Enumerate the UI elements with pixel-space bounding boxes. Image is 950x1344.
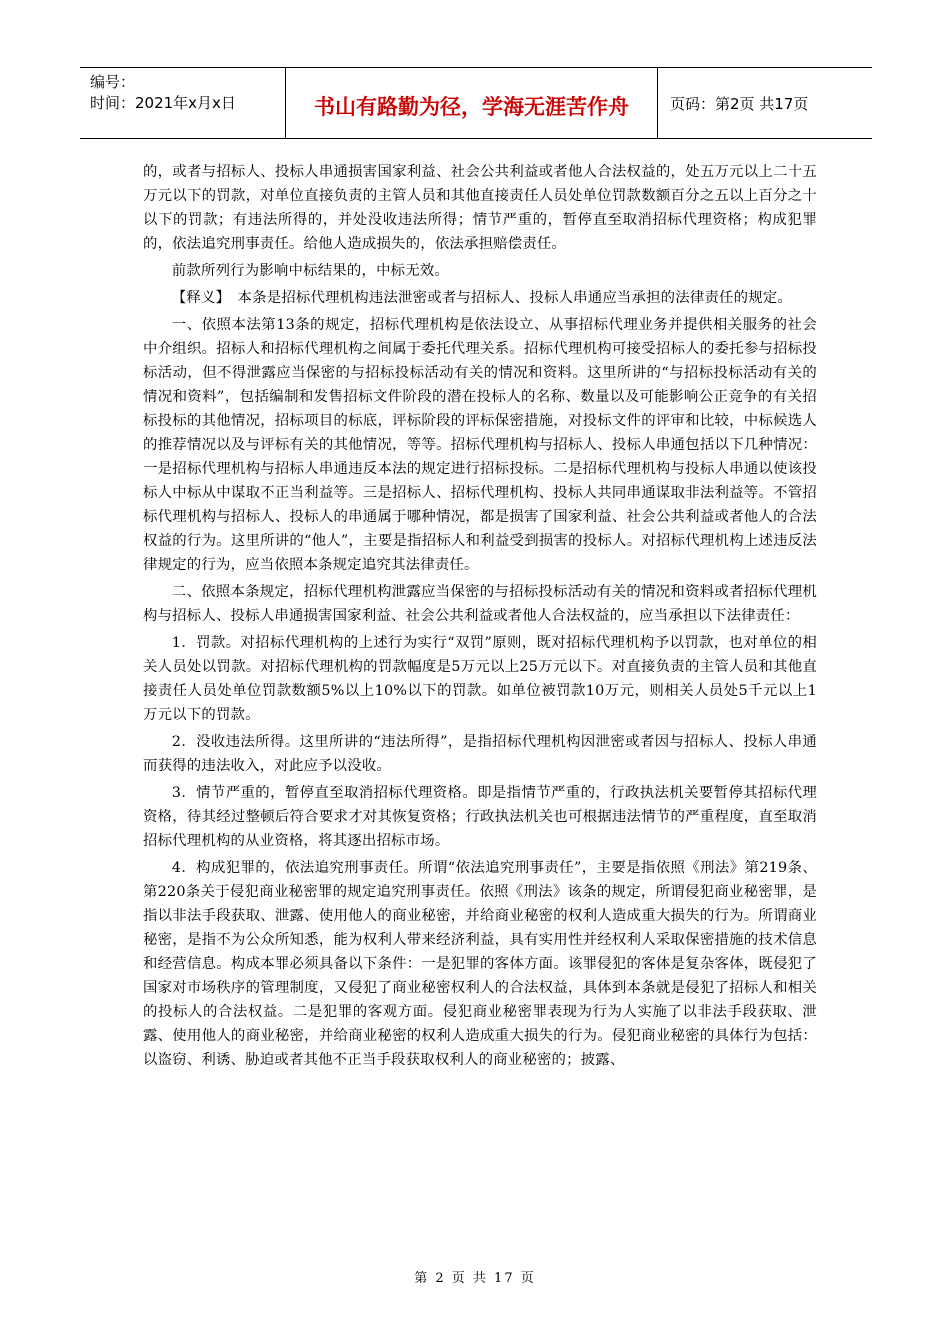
paragraph-item-confiscation: 2．没收违法所得。这里所讲的“违法所得”，是指招标代理机构因泄密或者因与招标人、投标人串通而获得的违法收入，对此应予以没收。	[143, 734, 817, 774]
paragraph-interpretation: 【释义】 本条是招标代理机构违法泄密或者与招标人、投标人串通应当承担的法律责任的规定。	[171, 290, 792, 306]
header-page-info	[658, 68, 872, 138]
page-header	[80, 67, 872, 139]
paragraph-item-fine: 1．罚款。对招标代理机构的上述行为实行“双罚”原则，既对招标代理机构予以罚款，也对单位的相关人员处以罚款。对招标代理机构的罚款幅度是5万元以上25万元以下。对直接负责的主管人员和其他直接责任人员处单位罚款数额5%以上10%以下的罚款。如单位被罚款10万元，则相关人员处5千元以上1万元以下的罚款。	[143, 635, 817, 723]
page-number-label: 页码：第2页 共17页	[670, 94, 809, 113]
paragraph-item-criminal: 4．构成犯罪的，依法追究刑事责任。所谓“依法追究刑事责任”，主要是指依照《刑法》第219条、第220条关于侵犯商业秘密罪的规定追究刑事责任。依照《刑法》该条的规定，所谓侵犯商业秘密罪，是指以非法手段获取、泄露、使用他人的商业秘密，并给商业秘密的权利人造成重大损失的行为。所谓商业秘密，是指不为公众所知悉，能为权利人带来经济利益，具有实用性并经权利人采取保密措施的技术信息和经营信息。构成本罪必须具备以下条件：一是犯罪的客体方面。该罪侵犯的客体是复杂客体，既侵犯了国家对市场秩序的管理制度，又侵犯了商业秘密权利人的合法权益，具体到本条就是侵犯了招标人和相关的投标人的合法权益。二是犯罪的客观方面。侵犯商业秘密罪表现为行为人实施了以非法手段获取、泄露、使用他人的商业秘密，并给商业秘密的权利人造成重大损失的行为。侵犯商业秘密的具体行为包括：以盗窃、利诱、胁迫或者其他不正当手段获取权利人的商业秘密的；披露、	[143, 860, 817, 1068]
paragraph-result-invalid: 前款所列行为影响中标结果的，中标无效。	[171, 263, 450, 279]
paragraph-continuation: 的，或者与招标人、投标人串通损害国家利益、社会公共利益或者他人合法权益的，处五万元以上二十五万元以下的罚款，对单位直接负责的主管人员和其他直接责任人员处单位罚款数额百分之五以上百分之十以下的罚款；有违法所得的，并处没收违法所得；情节严重的，暂停直至取消招标代理资格；构成犯罪的，依法追究刑事责任。给他人造成损失的，依法承担赔偿责任。	[143, 164, 817, 252]
header-motto	[286, 68, 658, 138]
header-meta	[80, 68, 286, 138]
document-body	[143, 160, 817, 1072]
motto-text: 书山有路勤为径，学海无涯苦作舟	[314, 95, 629, 119]
paragraph-section-two: 二、依照本条规定，招标代理机构泄露应当保密的与招标投标活动有关的情况和资料或者招标代理机构与招标人、投标人串通损害国家利益、社会公共利益或者他人合法权益的，应当承担以下法律责任：	[143, 584, 817, 624]
page-footer: 第 2 页 共 17 页	[414, 1271, 536, 1286]
document-number: 编号：	[90, 73, 136, 91]
paragraph-section-one: 一、依照本法第13条的规定，招标代理机构是依法设立、从事招标代理业务并提供相关服务的社会中介组织。招标人和招标代理机构之间属于委托代理关系。招标代理机构可接受招标人的委托参与招标投标活动，但不得泄露应当保密的与招标投标活动有关的情况和资料。这里所讲的“与招标投标活动有关的情况和资料”，包括编制和发售招标文件阶段的潜在投标人的名称、数量以及可能影响公正竞争的有关招标投标的其他情况，招标项目的标底，评标阶段的评标保密措施，对投标文件的评审和比较，中标候选人的推荐情况以及与评标有关的其他情况，等等。招标代理机构与招标人、投标人串通包括以下几种情况：一是招标代理机构与招标人串通违反本法的规定进行招标投标。二是招标代理机构与投标人串通以使该投标人中标从中谋取不正当利益等。三是招标人、招标代理机构、投标人共同串通谋取非法利益等。不管招标代理机构与招标人、投标人的串通属于哪种情况，都是损害了国家利益、社会公共利益或者他人的合法权益的行为。这里所讲的“他人”，主要是指招标人和利益受到损害的投标人。对招标代理机构上述违反法律规定的行为，应当依照本条规定追究其法律责任。	[143, 317, 817, 573]
document-time: 时间：2021年x月x日	[90, 94, 236, 112]
paragraph-item-suspension: 3．情节严重的，暂停直至取消招标代理资格。即是指情节严重的，行政执法机关要暂停其招标代理资格，待其经过整顿后符合要求才对其恢复资格；行政执法机关也可根据违法情节的严重程度，直至取消招标代理机构的从业资格，将其逐出招标市场。	[143, 785, 817, 849]
